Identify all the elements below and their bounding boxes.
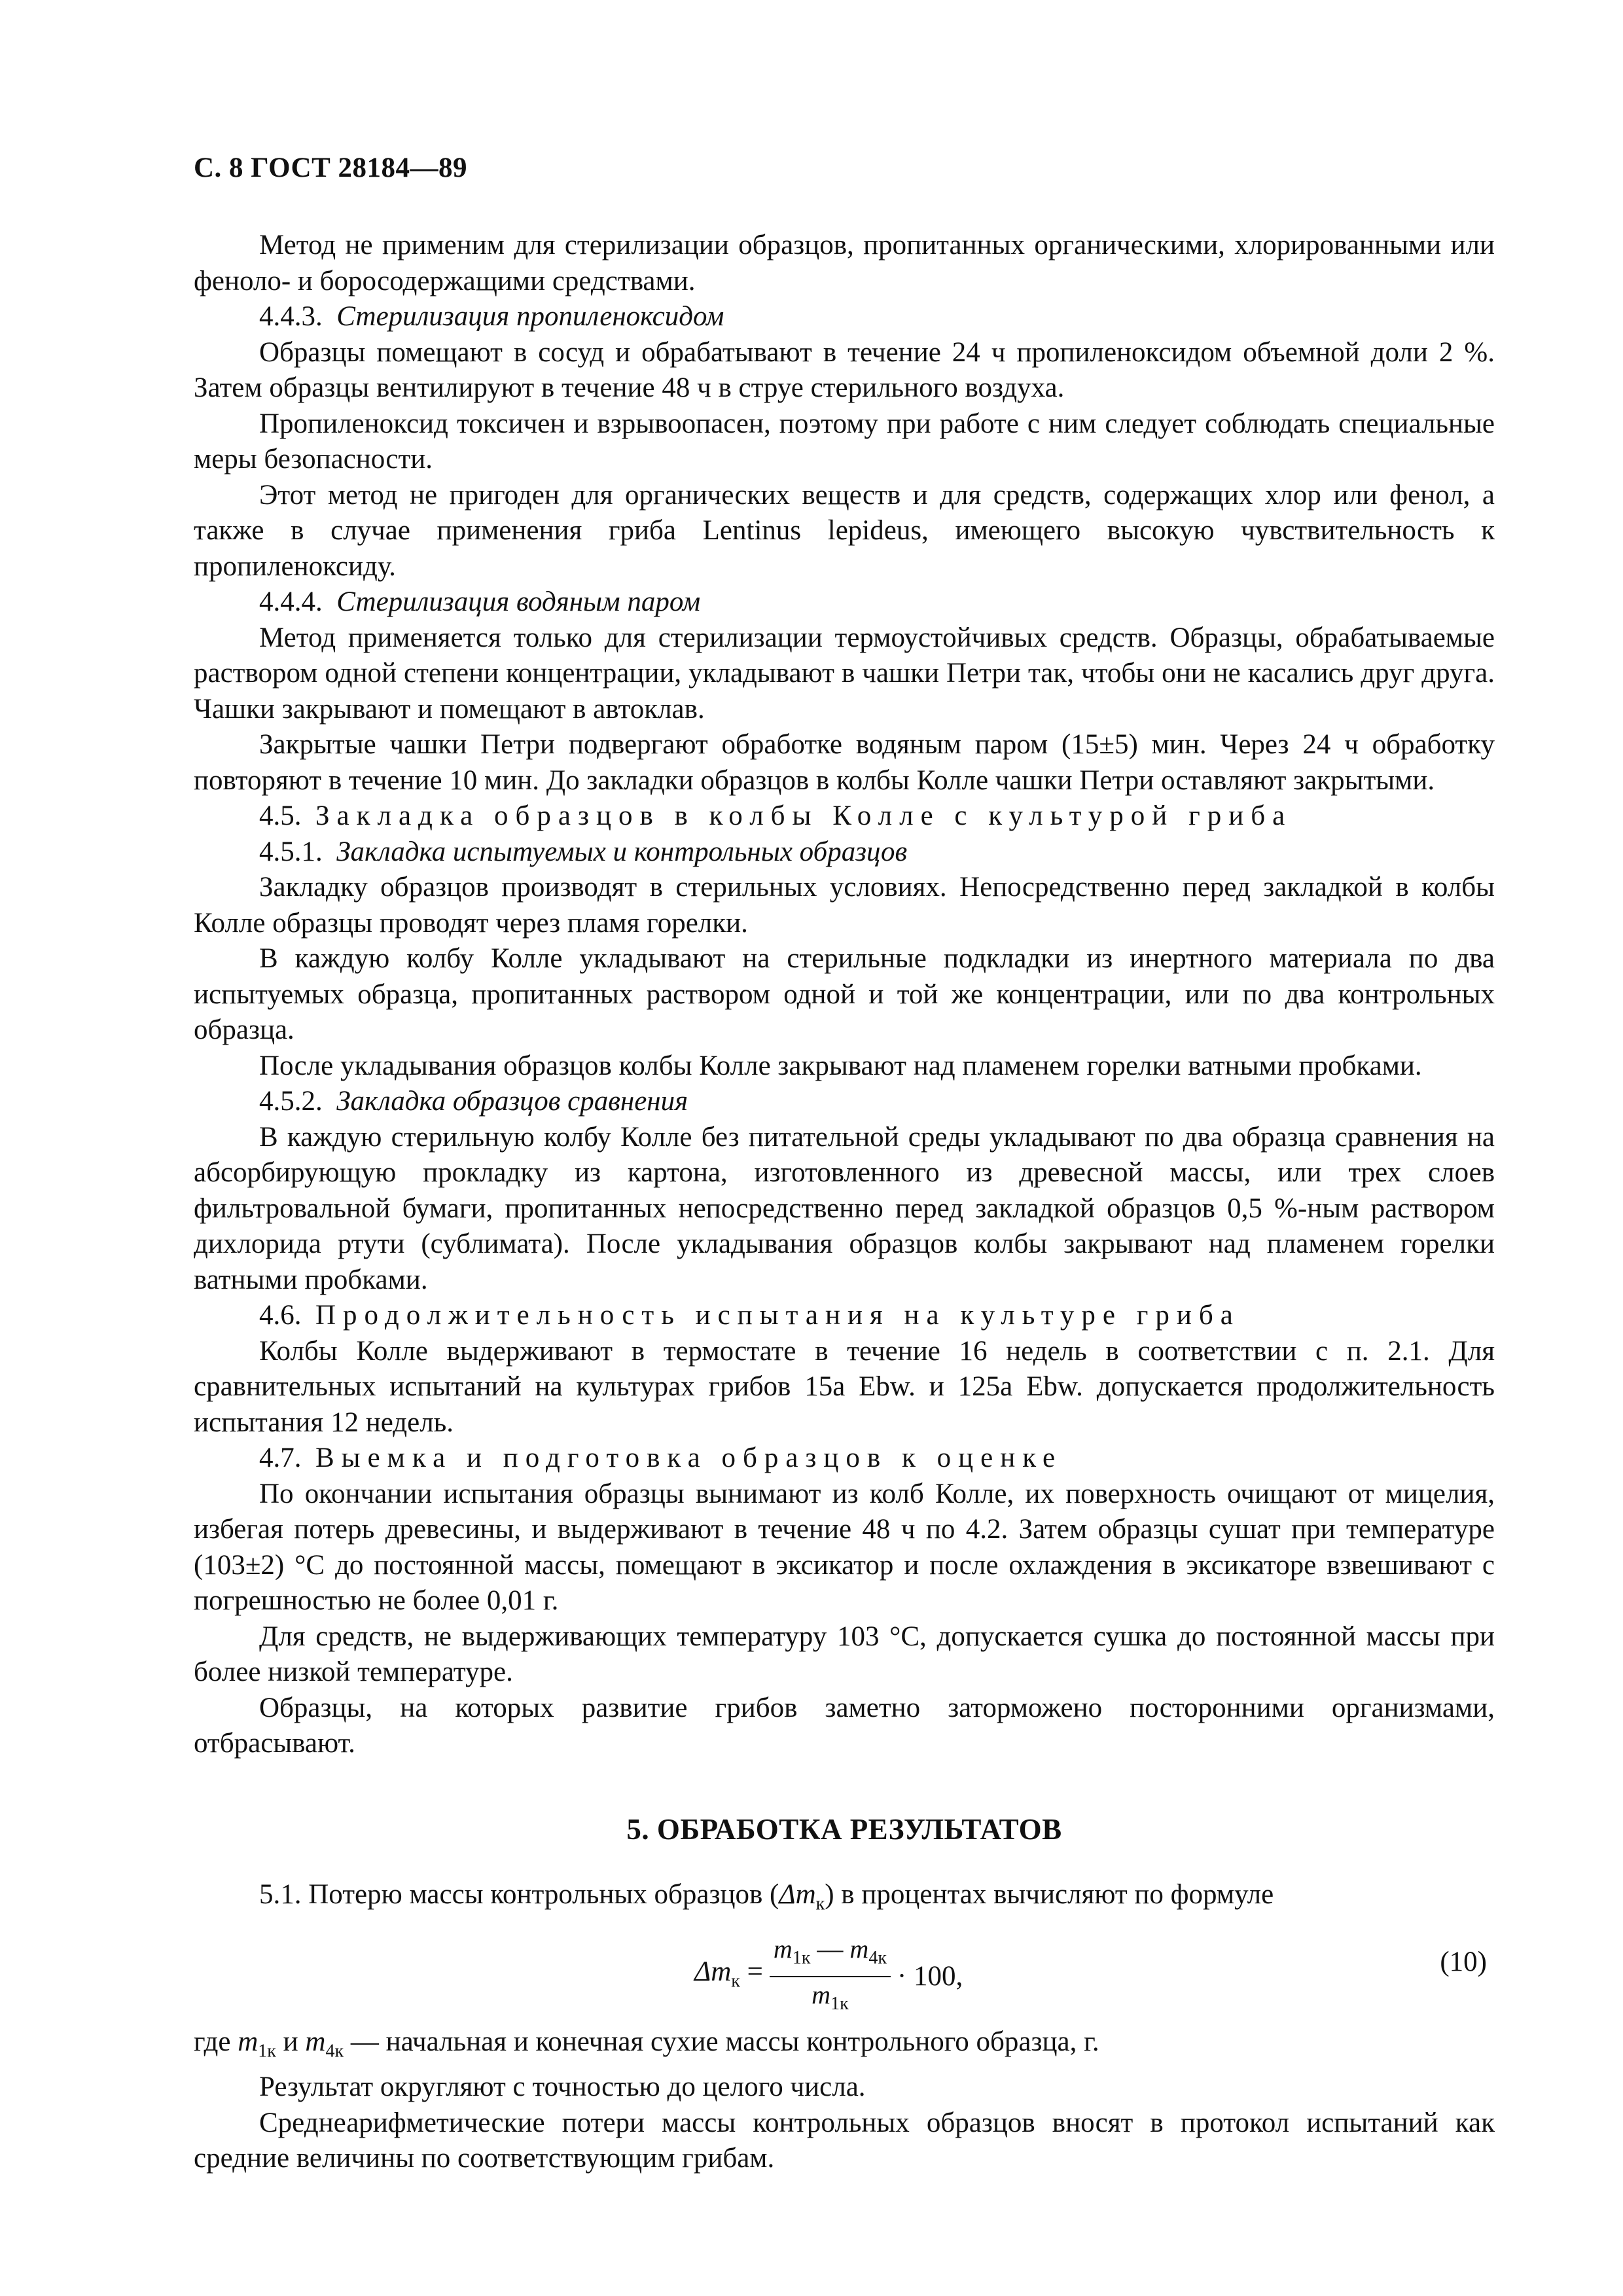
equation-number: (10) [1440,1946,1487,1978]
subsection-title: Стерилизация пропиленоксидом [336,301,724,332]
formula-numerator: $m_{1к}$ — $m_{4к}$ [770,1933,891,1977]
paragraph: В каждую стерильную колбу Колле без питательной среды укладывают по два образца сравнения на абсорбирующую прокладку из картона, изготовленного из древесной массы, или трех слоев фильтровальной бумаги, пропитанных непосредственно перед закладкой образцов 0,5 %-ным раствором дихлорида ртути (сублимата). После укладывания образцов колбы закрывают над пламенем горелки ватными пробками. [194,1121,1495,1295]
section-number: 4.5. [259,800,302,831]
paragraph: Этот метод не пригоден для органических веществ и для средств, содержащих хлор или фенол, а также в случае применения гриба Lentinus lepideus, имеющего высокую чувствительность к пропиленоксиду. [194,479,1495,582]
paragraph: где $m_{1к}$ и $m_{4к}$ — начальная и конечная сухие массы контрольного образца, г. [194,2026,1099,2062]
formula-variable: $\Delta m_к$ [779,1879,825,1914]
paragraph: В каждую колбу Колле укладывают на стерильные подкладки из инертного материала по два испытуемых образца, пропитанных раствором одной и той же концентрации, или по два контрольных образца. [194,943,1495,1045]
section-heading [194,798,1495,834]
paragraph: Образцы, на которых развитие грибов заметно заторможено посторонними организмами, отбрасывают. [194,1692,1495,1759]
paragraph: Метод не применим для стерилизации образцов, пропитанных органическими, хлорированными или феноло- и боросодержащими средствами. [194,230,1495,296]
subsection-heading [194,299,1495,335]
paragraph: Колбы Колле выдерживают в термостате в течение 16 недель в соответствии с п. 2.1. Для сравнительных испытаний на культурах грибов 15a Ebw. и 125a Ebw. допускается продолжительность испытания 12 недель. [194,1335,1495,1438]
subsection-number: 4.4.4. [259,586,323,617]
subsection-number: 4.5.1. [259,836,323,867]
formula-variable: $m_{4к}$ [305,2026,344,2062]
paragraph: Пропиленоксид токсичен и взрывоопасен, поэтому при работе с ним следует соблюдать специальные меры безопасности. [194,408,1495,475]
section-heading [194,1441,1495,1477]
paragraph [194,1877,1495,1922]
text-run: ) в процентах вычисляют по формуле [825,1879,1274,1910]
subsection-title: Закладка образцов сравнения [336,1086,688,1117]
subsection-number: 4.5.2. [259,1086,323,1117]
document-body [194,228,1495,2177]
section-title: Продолжительность испытания на культуре гриба [315,1300,1240,1331]
paragraph: Результат округляют с точностью до целого числа. [259,2072,866,2103]
paragraph: Образцы помещают в сосуд и обрабатывают в течение 24 ч пропиленоксидом объемной доли 2 %. Затем образцы вентилируют в течение 48 ч в струе стерильного воздуха. [194,336,1495,403]
formula [694,1933,963,2020]
text-run: 5.1. Потерю массы контрольных образцов ( [259,1879,779,1910]
subsection-title: Стерилизация водяным паром [336,586,701,617]
formula-lhs: $\Delta m_к$ = [694,1956,763,1992]
subsection-title: Закладка испытуемых и контрольных образцов [336,836,908,867]
section-title: 5. ОБРАБОТКА РЕЗУЛЬТАТОВ [626,1812,1062,1846]
formula-variable: $m_{1к}$ [238,2026,276,2062]
section-heading [194,1298,1495,1334]
section-title: Закладка образцов в колбы Колле с культурой гриба [315,800,1293,831]
paragraph: Закрытые чашки Петри подвергают обработке водяным паром (15±5) мин. Через 24 ч обработку повторяют в течение 10 мин. До закладки образцов в колбы Колле чашки Петри оставляют закрытыми. [194,729,1495,796]
paragraph: Метод применяется только для стерилизации термоустойчивых средств. Образцы, обрабатываемые раствором одной степени концентрации, укладывают в чашки Петри так, чтобы они не касались друг друга. Чашки закрывают и помещают в автоклав. [194,622,1495,725]
formula-block [194,1930,1495,2022]
page-header: С. 8 ГОСТ 28184—89 [194,152,468,183]
section-number: 4.7. [259,1443,302,1473]
paragraph: По окончании испытания образцы вынимают из колб Колле, их поверхность очищают от мицелия, избегая потерь древесины, и выдерживают в течение 48 ч по 4.2. Затем образцы сушат при температуре (103±2) °С до постоянной массы, помещают в эксикатор и после охлаждения в эксикаторе взвешивают с погрешностью не более 0,01 г. [194,1478,1495,1616]
subsection-heading [194,834,1495,870]
section-number: 4.6. [259,1300,302,1331]
formula-rhs: · 100, [897,1961,963,1992]
subsection-number: 4.4.3. [259,301,323,332]
subsection-heading [194,1084,1495,1120]
paragraph: После укладывания образцов колбы Колле закрывают над пламенем горелки ватными пробками. [259,1050,1422,1081]
formula-denominator: $m_{1к}$ [812,1980,849,2015]
section-title: Выемка и подготовка образцов к оценке [315,1443,1063,1473]
paragraph: Среднеарифметические потери массы контрольных образцов вносят в протокол испытаний как средние величины по соответствующим грибам. [194,2107,1495,2174]
subsection-heading [194,584,1495,620]
paragraph: Для средств, не выдерживающих температуру 103 °С, допускается сушка до постоянной массы при более низкой температуре. [194,1621,1495,1687]
paragraph: Закладку образцов производят в стерильных условиях. Непосредственно перед закладкой в колбы Колле образцы проводят через пламя горелки. [194,872,1495,939]
formula-fraction [770,1933,891,2020]
